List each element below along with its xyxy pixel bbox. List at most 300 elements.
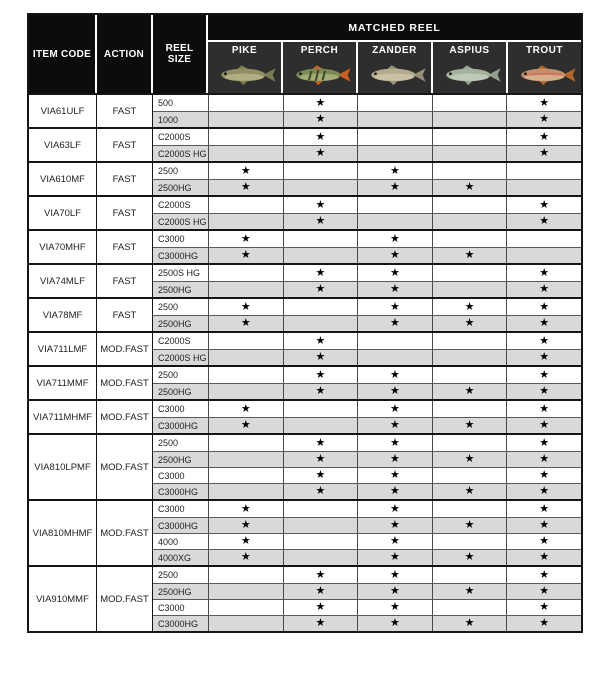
match-star: ★	[315, 617, 326, 629]
match-cell-pike	[208, 95, 283, 111]
action-header: ACTION	[97, 15, 153, 93]
item-code-cell: VIA810MHMF	[29, 501, 97, 565]
match-cell-zander	[357, 616, 432, 631]
action-cell: FAST	[97, 231, 153, 263]
match-star: ★	[240, 535, 251, 547]
match-star: ★	[240, 317, 251, 329]
match-cell-perch	[283, 367, 358, 383]
table-row	[153, 231, 581, 247]
reel-size-cell: 2500HG	[158, 386, 192, 397]
reel-size-cell: C3000HG	[158, 420, 199, 431]
match-star: ★	[539, 485, 550, 497]
match-star: ★	[390, 402, 400, 415]
rod-group-via711mhmf	[29, 399, 581, 433]
match-star: ★	[539, 96, 550, 109]
match-star: ★	[464, 317, 475, 329]
match-cell-aspius	[432, 468, 507, 483]
rod-group-via910mmf	[29, 565, 581, 631]
match-star: ★	[315, 453, 326, 465]
aspius-fish-icon	[436, 56, 504, 93]
match-star: ★	[390, 519, 400, 531]
fish-name-label: PIKE	[231, 45, 258, 56]
match-star: ★	[539, 502, 550, 515]
match-star: ★	[390, 585, 400, 597]
match-cell-zander	[357, 350, 432, 365]
match-cell-zander	[357, 418, 432, 433]
match-star: ★	[390, 535, 400, 547]
match-cell-trout	[506, 146, 581, 161]
match-cell-pike	[208, 367, 283, 383]
reel-size-cell: C3000HG	[158, 520, 199, 531]
fish-name-label: ZANDER	[372, 45, 417, 56]
action-cell: MOD.FAST	[97, 501, 153, 565]
match-star: ★	[390, 453, 400, 465]
table-row	[153, 567, 581, 583]
trout-fish-icon	[511, 56, 579, 93]
reel-size-cell: 2500HG	[158, 284, 192, 295]
match-cell-zander	[357, 550, 432, 565]
match-cell-zander	[357, 163, 432, 179]
reel-size-cell: 2500	[158, 570, 179, 580]
match-cell-perch	[283, 163, 358, 179]
match-cell-perch	[283, 350, 358, 365]
match-cell-zander	[357, 129, 432, 145]
table-row	[153, 501, 581, 517]
table-row	[153, 549, 581, 565]
match-cell-perch	[283, 484, 358, 499]
reel-rows	[153, 401, 581, 433]
reel-size-cell: C2000S	[158, 200, 191, 210]
match-cell-aspius	[432, 163, 507, 179]
match-star: ★	[464, 300, 475, 313]
reel-rows	[153, 299, 581, 331]
match-cell-aspius	[432, 616, 507, 631]
match-cell-pike	[208, 435, 283, 451]
reel-size-cell: C3000HG	[158, 486, 199, 497]
match-cell-trout	[506, 550, 581, 565]
match-star: ★	[539, 419, 550, 431]
rod-group-via70mhf	[29, 229, 581, 263]
table-row	[153, 467, 581, 483]
match-cell-perch	[283, 584, 358, 599]
match-cell-pike	[208, 501, 283, 517]
table-row	[153, 383, 581, 399]
match-star: ★	[464, 519, 475, 531]
match-cell-aspius	[432, 518, 507, 533]
fish-column-header-perch	[283, 42, 356, 93]
table-row	[153, 281, 581, 297]
match-star: ★	[539, 385, 550, 397]
match-cell-aspius	[432, 299, 507, 315]
match-cell-pike	[208, 248, 283, 263]
match-cell-trout	[506, 214, 581, 229]
table-row	[153, 367, 581, 383]
match-star: ★	[390, 385, 400, 397]
match-cell-trout	[506, 518, 581, 533]
action-cell: FAST	[97, 265, 153, 297]
action-cell: MOD.FAST	[97, 567, 153, 631]
table-row	[153, 349, 581, 365]
rod-group-via711mmf	[29, 365, 581, 399]
match-star: ★	[539, 113, 550, 125]
match-star: ★	[240, 249, 251, 261]
match-cell-aspius	[432, 180, 507, 195]
reel-size-cell: C3000	[158, 504, 185, 514]
match-cell-zander	[357, 214, 432, 229]
match-cell-aspius	[432, 600, 507, 615]
table-header	[29, 15, 581, 93]
match-cell-perch	[283, 214, 358, 229]
match-cell-trout	[506, 435, 581, 451]
action-cell: FAST	[97, 299, 153, 331]
match-cell-trout	[506, 484, 581, 499]
rod-group-via610mf	[29, 161, 581, 195]
match-star: ★	[240, 232, 251, 245]
table-row	[153, 163, 581, 179]
match-star: ★	[539, 334, 550, 347]
table-row	[153, 333, 581, 349]
item-code-cell: VIA711LMF	[29, 333, 97, 365]
reel-size-cell: C3000HG	[158, 250, 199, 261]
match-cell-trout	[506, 600, 581, 615]
match-star: ★	[539, 266, 550, 279]
match-star: ★	[390, 249, 400, 261]
match-cell-perch	[283, 401, 358, 417]
match-cell-perch	[283, 550, 358, 565]
match-star: ★	[390, 232, 400, 245]
match-cell-perch	[283, 112, 358, 127]
fish-column-header-aspius	[433, 42, 506, 93]
reel-size-cell: 2500HG	[158, 318, 192, 329]
match-star: ★	[539, 402, 550, 415]
match-cell-trout	[506, 418, 581, 433]
reel-size-cell: C3000	[158, 602, 185, 613]
match-star: ★	[315, 601, 326, 613]
match-cell-perch	[283, 248, 358, 263]
match-cell-aspius	[432, 129, 507, 145]
match-cell-perch	[283, 129, 358, 145]
reel-size-cell: C3000	[158, 234, 185, 244]
match-star: ★	[315, 113, 326, 125]
match-star: ★	[539, 551, 550, 563]
match-star: ★	[539, 300, 550, 313]
rod-group-via810mhmf	[29, 499, 581, 565]
fish-header-cells	[208, 42, 581, 93]
match-star: ★	[390, 551, 400, 563]
match-star: ★	[315, 385, 326, 397]
match-cell-trout	[506, 350, 581, 365]
match-star: ★	[390, 317, 400, 329]
reel-size-cell: C3000HG	[158, 618, 199, 629]
rod-group-via70lf	[29, 195, 581, 229]
fish-column-header-pike	[208, 42, 281, 93]
rod-group-via711lmf	[29, 331, 581, 365]
reel-rows	[153, 95, 581, 127]
match-cell-pike	[208, 484, 283, 499]
match-cell-perch	[283, 146, 358, 161]
match-cell-perch	[283, 333, 358, 349]
match-cell-zander	[357, 112, 432, 127]
match-cell-perch	[283, 231, 358, 247]
reel-size-cell: 2500	[158, 370, 179, 380]
match-cell-aspius	[432, 501, 507, 517]
match-star: ★	[390, 283, 400, 295]
match-cell-perch	[283, 616, 358, 631]
item-code-cell: VIA610MF	[29, 163, 97, 195]
match-star: ★	[464, 181, 475, 193]
match-cell-aspius	[432, 350, 507, 365]
match-star: ★	[240, 551, 251, 563]
match-cell-zander	[357, 452, 432, 467]
match-cell-zander	[357, 197, 432, 213]
match-cell-trout	[506, 401, 581, 417]
match-cell-aspius	[432, 452, 507, 467]
match-cell-pike	[208, 282, 283, 297]
match-star: ★	[315, 283, 326, 295]
match-cell-aspius	[432, 333, 507, 349]
reel-size-cell: C2000S	[158, 336, 191, 346]
match-star: ★	[240, 181, 251, 193]
match-cell-zander	[357, 534, 432, 549]
match-cell-pike	[208, 197, 283, 213]
match-cell-aspius	[432, 534, 507, 549]
match-cell-zander	[357, 501, 432, 517]
match-cell-zander	[357, 146, 432, 161]
action-cell: FAST	[97, 197, 153, 229]
match-cell-trout	[506, 567, 581, 583]
reel-rows	[153, 197, 581, 229]
match-cell-perch	[283, 600, 358, 615]
reel-rows	[153, 501, 581, 565]
match-star: ★	[390, 164, 400, 177]
match-star: ★	[539, 436, 550, 449]
match-cell-pike	[208, 231, 283, 247]
match-cell-zander	[357, 333, 432, 349]
reel-rows	[153, 129, 581, 161]
match-cell-pike	[208, 418, 283, 433]
match-star: ★	[539, 453, 550, 465]
match-cell-perch	[283, 282, 358, 297]
match-cell-pike	[208, 112, 283, 127]
match-cell-zander	[357, 401, 432, 417]
match-star: ★	[315, 147, 326, 159]
reel-size-cell: C2000S HG	[158, 216, 207, 227]
match-star: ★	[539, 351, 550, 363]
match-cell-perch	[283, 95, 358, 111]
match-cell-perch	[283, 384, 358, 399]
match-cell-perch	[283, 518, 358, 533]
match-cell-zander	[357, 468, 432, 483]
match-star: ★	[315, 334, 326, 347]
match-cell-pike	[208, 146, 283, 161]
match-cell-aspius	[432, 316, 507, 331]
action-cell: FAST	[97, 163, 153, 195]
table-row	[153, 401, 581, 417]
match-cell-aspius	[432, 265, 507, 281]
match-star: ★	[464, 617, 475, 629]
match-star: ★	[539, 198, 550, 211]
match-cell-aspius	[432, 282, 507, 297]
match-cell-pike	[208, 333, 283, 349]
match-cell-aspius	[432, 384, 507, 399]
table-row	[153, 129, 581, 145]
match-cell-trout	[506, 129, 581, 145]
table-row	[153, 483, 581, 499]
match-star: ★	[539, 215, 550, 227]
match-cell-zander	[357, 282, 432, 297]
match-star: ★	[315, 351, 326, 363]
match-cell-perch	[283, 418, 358, 433]
table-row	[153, 213, 581, 229]
reel-size-cell: 2500S HG	[158, 268, 201, 278]
match-cell-pike	[208, 214, 283, 229]
match-star: ★	[315, 485, 326, 497]
match-cell-trout	[506, 616, 581, 631]
match-star: ★	[539, 368, 550, 381]
match-cell-aspius	[432, 484, 507, 499]
match-star: ★	[240, 519, 251, 531]
match-cell-trout	[506, 299, 581, 315]
match-cell-aspius	[432, 231, 507, 247]
reel-size-header: REEL SIZE	[153, 15, 208, 93]
item-code-cell: VIA711MMF	[29, 367, 97, 399]
action-cell: FAST	[97, 129, 153, 161]
reel-rows	[153, 367, 581, 399]
matched-reel-header: MATCHED REEL	[208, 15, 581, 40]
match-star: ★	[390, 568, 400, 581]
table-row	[153, 315, 581, 331]
match-cell-zander	[357, 584, 432, 599]
reel-size-cell: 2500	[158, 438, 179, 448]
rod-group-via810lpmf	[29, 433, 581, 499]
match-cell-pike	[208, 584, 283, 599]
match-cell-zander	[357, 265, 432, 281]
match-cell-zander	[357, 95, 432, 111]
match-cell-zander	[357, 567, 432, 583]
match-star: ★	[539, 469, 550, 481]
reel-size-cell: C2000S HG	[158, 148, 207, 159]
action-cell: MOD.FAST	[97, 401, 153, 433]
match-star: ★	[315, 585, 326, 597]
match-cell-trout	[506, 501, 581, 517]
match-cell-perch	[283, 452, 358, 467]
match-star: ★	[539, 147, 550, 159]
reel-size-cell: 2500HG	[158, 454, 192, 465]
match-cell-trout	[506, 112, 581, 127]
item-code-cell: VIA70MHF	[29, 231, 97, 263]
match-cell-pike	[208, 616, 283, 631]
match-star: ★	[390, 419, 400, 431]
fish-name-label: ASPIUS	[449, 45, 490, 56]
reel-rows	[153, 333, 581, 365]
table-row	[153, 599, 581, 615]
match-cell-aspius	[432, 550, 507, 565]
table-row	[153, 451, 581, 467]
action-cell: MOD.FAST	[97, 367, 153, 399]
item-code-cell: VIA61ULF	[29, 95, 97, 127]
perch-fish-icon	[286, 56, 354, 93]
match-cell-trout	[506, 452, 581, 467]
reel-rows	[153, 435, 581, 499]
match-cell-zander	[357, 518, 432, 533]
match-star: ★	[390, 485, 400, 497]
reel-size-cell: 4000XG	[158, 552, 192, 563]
match-cell-perch	[283, 197, 358, 213]
match-star: ★	[390, 300, 400, 313]
match-cell-aspius	[432, 567, 507, 583]
match-star: ★	[539, 601, 550, 613]
match-star: ★	[464, 419, 475, 431]
match-star: ★	[240, 164, 251, 177]
match-star: ★	[464, 385, 475, 397]
match-cell-perch	[283, 468, 358, 483]
reel-size-cell: 4000	[158, 536, 179, 547]
match-cell-aspius	[432, 367, 507, 383]
match-cell-zander	[357, 384, 432, 399]
reel-size-cell: 2500	[158, 166, 179, 176]
match-cell-trout	[506, 95, 581, 111]
match-cell-trout	[506, 248, 581, 263]
match-star: ★	[240, 419, 251, 431]
match-cell-aspius	[432, 418, 507, 433]
match-cell-trout	[506, 282, 581, 297]
fish-column-header-zander	[358, 42, 431, 93]
match-cell-pike	[208, 452, 283, 467]
table-row	[153, 265, 581, 281]
match-star: ★	[539, 617, 550, 629]
match-star: ★	[240, 402, 251, 415]
match-cell-perch	[283, 316, 358, 331]
rod-group-via63lf	[29, 127, 581, 161]
match-cell-zander	[357, 484, 432, 499]
match-cell-zander	[357, 316, 432, 331]
match-cell-zander	[357, 180, 432, 195]
match-star: ★	[315, 368, 326, 381]
match-cell-trout	[506, 534, 581, 549]
match-cell-zander	[357, 435, 432, 451]
match-cell-aspius	[432, 435, 507, 451]
match-cell-perch	[283, 435, 358, 451]
table-row	[153, 299, 581, 315]
match-cell-aspius	[432, 112, 507, 127]
match-cell-pike	[208, 567, 283, 583]
item-code-header: ITEM CODE	[29, 15, 97, 93]
reel-size-cell: C2000S	[158, 132, 191, 142]
match-cell-aspius	[432, 95, 507, 111]
match-star: ★	[464, 485, 475, 497]
match-star: ★	[390, 617, 400, 629]
match-star: ★	[240, 502, 251, 515]
reel-size-cell: C3000	[158, 470, 185, 481]
match-cell-perch	[283, 567, 358, 583]
match-star: ★	[390, 469, 400, 481]
action-cell: MOD.FAST	[97, 333, 153, 365]
table-row	[153, 197, 581, 213]
table-body	[29, 93, 581, 631]
match-star: ★	[539, 568, 550, 581]
rod-group-via78mf	[29, 297, 581, 331]
table-row	[153, 417, 581, 433]
match-cell-pike	[208, 534, 283, 549]
match-cell-zander	[357, 248, 432, 263]
match-star: ★	[315, 469, 326, 481]
item-code-cell: VIA74MLF	[29, 265, 97, 297]
matched-reel-table	[27, 13, 583, 633]
match-cell-pike	[208, 401, 283, 417]
match-star: ★	[539, 283, 550, 295]
match-cell-pike	[208, 316, 283, 331]
match-cell-aspius	[432, 214, 507, 229]
